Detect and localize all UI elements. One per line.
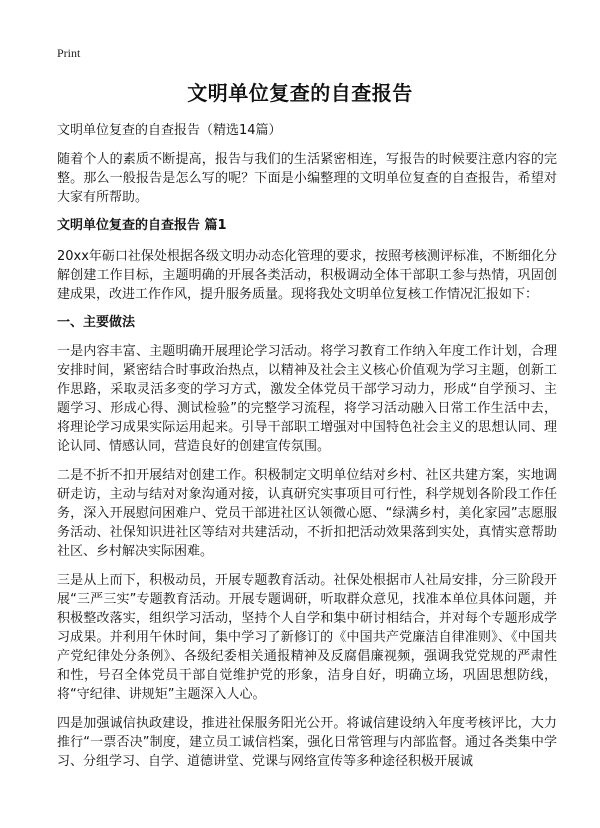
body-paragraph-2: 二是不折不扣开展结对创建工作。积极制定文明单位结对乡村、社区共建方案，实地调研走访，主动与结对对象沟通对接，认真研究实事项目可行性，科学规划各阶段工作任务，深入开展慰问困难户、党员干部进社区认领微心愿、“绿满乡村，美化家园”志愿服务活动、社保知识进社区等结对共建活动，不折扣把活动效果落到实处，真情实意帮助社区、乡村解决实际困难。	[57, 468, 557, 559]
section-intro-paragraph: 20xx年砺口社保处根据各级文明办动态化管理的要求，按照考核测评标准，不断细化分解创建工作目标，主题明确的开展各类活动，积极调动全体干部职工参与热情，巩固创建成果，改进工作作风，提升服务质量。现将我处文明单位复核工作情况汇报如下：	[57, 249, 557, 302]
print-link[interactable]: Print	[57, 46, 81, 60]
document-subtitle: 文明单位复查的自查报告（精选14篇）	[57, 123, 282, 138]
intro-paragraph: 随着个人的素质不断提高，报告与我们的生活紧密相连，写报告的时候要注意内容的完整。那么一般报告是怎么写的呢？下面是小编整理的文明单位复查的自查报告，希望对大家有所帮助。	[57, 152, 557, 205]
body-paragraph-4: 四是加强诚信执政建设，推进社保服务阳光公开。将诚信建设纳入年度考核评比，大力推行“一票否决”制度，建立员工诚信档案，强化日常管理与内部监督。通过各类集中学习、分组学习、自学、道德讲堂、党课与网络宣传等多种途径积极开展诚	[57, 716, 557, 769]
body-paragraph-1: 一是内容丰富、主题明确开展理论学习活动。将学习教育工作纳入年度工作计划，合理安排时间，紧密结合时事政治热点，以精神及社会主义核心价值观为学习主题，创新工作思路，采取灵活多变的学习方式，激发全体党员干部学习动力，形成“自学预习、主题学习、形成心得、测试检验”的完整学习流程，将学习活动融入日常工作生活中去，将理论学习成果实际运用起来。引导干部职工增强对中国特色社会主义的思想认同、理论认同、情感认同，营造良好的创建宣传氛围。	[57, 344, 557, 454]
document-body	[57, 122, 557, 781]
body-paragraph-3: 三是从上而下，积极动员，开展专题教育活动。社保处根据市人社局安排，分三阶段开展“三严三实”专题教育活动。开展专题调研，听取群众意见，找准本单位具体问题，并积极整改落实，组织学习活动，坚持个人自学和集中研讨相结合，并对每个专题形成学习成果。并利用午休时间，集中学习了新修订的《中国共产党廉洁自律准则》、《中国共产党纪律处分条例》、各级纪委相关通报精神及反腐倡廉视频，强调我党党规的严肃性和性，号召全体党员干部自觉维护党的形象，洁身自好，明确立场，巩固思想防线，将“守纪律、讲规矩”主题深入人心。	[57, 573, 557, 702]
page-title: 文明单位复查的自查报告	[187, 81, 413, 105]
section-title: 文明单位复查的自查报告 篇1	[57, 218, 227, 233]
heading-main-practices: 一、主要做法	[57, 315, 136, 330]
